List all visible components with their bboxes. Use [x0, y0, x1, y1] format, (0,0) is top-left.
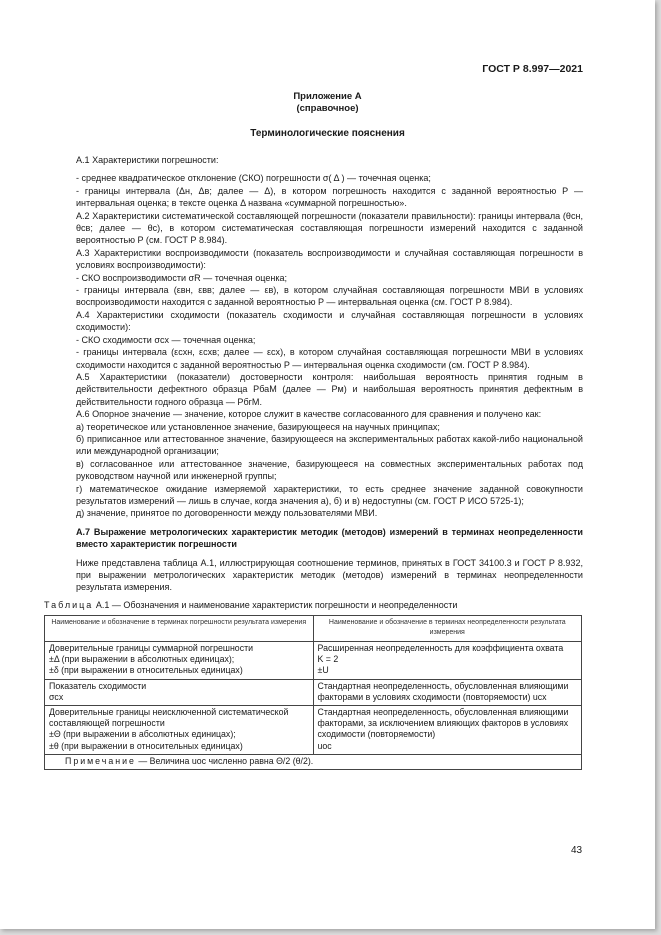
table-note-row	[45, 754, 582, 769]
table-header-left: Наименование и обозначение в терминах погрешности результата измерения	[45, 616, 314, 642]
table-header-row	[45, 616, 582, 642]
cell-line: Доверительные границы суммарной погрешности	[49, 643, 254, 653]
para-a1-item2: - границы интервала (Δн, Δв; далее — Δ), в котором погрешность находится с заданной вероятностью P — интервальная оценка; в тексте оценка Δ названа «суммарной погрешностью».	[76, 185, 583, 209]
para-a4-item2: - границы интервала (εсхн, εсхв; далее — εсх), в котором случайная составляющая погрешности МВИ в условиях сходимости находится с заданной вероятностью P — интервальная оценка сходимости (см. ГОСТ Р 8.984).	[76, 347, 583, 370]
cell-line: ±Θ (при выражении в абсолютных единицах);	[49, 729, 236, 740]
terms-table	[44, 615, 582, 770]
para-a3-item1: - СКО воспроизводимости σR — точечная оценка;	[76, 272, 288, 283]
table-cell	[313, 679, 582, 705]
appendix-title: Приложение А	[293, 91, 362, 102]
cell-line: Расширенная неопределенность для коэффициента охвата	[317, 643, 564, 653]
para-a1: А.1 Характеристики погрешности:	[76, 155, 219, 165]
para-a6-a: а) теоретическое или установленное значение, базирующееся на научных принципах;	[76, 421, 440, 432]
para-a6-e: д) значение, принятое по договоренности между пользователями МВИ.	[76, 508, 378, 519]
para-a7-text: Ниже представлена таблица А.1, иллюстрирующая соотношение терминов, принятых в ГОСТ 34100.3 и ГОСТ Р 8.932, при выражении метрологических характеристик методик (методов) измерений в терминах неопределенности результата измерения.	[76, 557, 583, 593]
table-cell	[45, 706, 314, 755]
table-row	[45, 706, 582, 755]
table-header-right: Наименование и обозначение в терминах неопределенности результата измерения	[313, 616, 582, 642]
cell-line: σсх	[49, 691, 64, 702]
cell-line: K = 2	[317, 654, 339, 665]
para-a3-item2: - границы интервала (εвн, εвв; далее — εв), в котором случайная составляющая погрешности МВИ в условиях воспроизводимости находится с заданной вероятностью P — интервальная оценка (см. ГОСТ Р 8.984).	[76, 285, 583, 308]
cell-line: ±δ (при выражении в относительных единицах)	[49, 665, 243, 676]
cell-line: Стандартная неопределенность, обусловленная влияющими факторами, за исключением влияющих факторов в условиях сходимости (повторяемости)	[317, 707, 569, 740]
para-a2: А.2 Характеристики систематической составляющей погрешности (показатели правильности): границы интервала (θсн, θсв; далее — θс), в котором систематическая составляющая погрешности измерений находится с заданной вероятностью P (см. ГОСТ Р 8.984).	[76, 210, 583, 246]
cell-line: Доверительные границы неисключенной систематической составляющей погрешности	[49, 707, 289, 729]
para-a7-title: А.7 Выражение метрологических характеристик методик (методов) измерений в терминах неопределенности вместо характеристик погрешности	[76, 526, 583, 550]
note-label: Примечание	[65, 755, 136, 766]
table-note	[45, 754, 582, 769]
table-row	[45, 642, 582, 680]
cell-line: ±Δ (при выражении в абсолютных единицах);	[49, 654, 235, 665]
table-caption-label: Таблица	[44, 600, 94, 610]
cell-line: ±θ (при выражении в относительных единицах)	[49, 740, 243, 751]
cell-line: uос	[317, 740, 332, 751]
para-a6-c: в) согласованное или аттестованное значение, базирующееся на совместных экспериментальных работах под руководством научной или инженерной группы;	[76, 458, 583, 482]
table-cell	[45, 679, 314, 705]
table-cell	[313, 706, 582, 755]
appendix-body	[76, 154, 583, 594]
appendix-subtitle: (справочное)	[296, 103, 359, 114]
appendix-heading: Терминологические пояснения	[250, 128, 405, 139]
standard-header: ГОСТ Р 8.997—2021	[482, 63, 583, 75]
table-caption-text: А.1 — Обозначения и наименование характеристик погрешности и неопределенности	[95, 600, 458, 610]
para-a4: А.4 Характеристики сходимости (показатель сходимости и случайная составляющая погрешности в условиях сходимости):	[76, 309, 583, 333]
para-a6-d: г) математическое ожидание измеряемой характеристики, то есть среднее значение заданной совокупности результатов измерений — лишь в случае, когда значения а), б) и в) недоступны (см. ГОСТ Р ИСО 5725-1);	[76, 483, 583, 506]
table-cell	[45, 642, 314, 680]
note-text: — Величина uос численно равна Θ/2 (θ/2).	[138, 755, 314, 766]
para-a6: А.6 Опорное значение — значение, которое служит в качестве согласованного для сравнения и получено как:	[76, 409, 542, 420]
cell-line: ±U	[317, 665, 329, 676]
table-row	[45, 679, 582, 705]
para-a6-b: б) приписанное или аттестованное значение, базирующееся на экспериментальных работах какой-либо национальной или международной организации;	[76, 433, 583, 457]
para-a4-item1: - СКО сходимости σсх — точечная оценка;	[76, 334, 256, 345]
para-a5: А.5 Характеристики (показатели) достоверности контроля: наибольшая вероятность принятия годным в действительности дефектного образца PбаМ (далее — Pм) и наибольшая вероятность принятия дефектным в действительности годного образца — PбгМ.	[76, 371, 583, 407]
table-caption	[44, 599, 589, 611]
para-a1-item1: - среднее квадратическое отклонение (СКО) погрешности σ( Δ ) — точечная оценка;	[76, 173, 431, 184]
para-a3: А.3 Характеристики воспроизводимости (показатель воспроизводимости и случайная составляющая погрешности в условиях воспроизводимости):	[76, 247, 583, 271]
cell-line: Стандартная неопределенность, обусловленная влияющими факторами в условиях сходимости (повторяемости) uсх	[317, 680, 569, 702]
table-cell	[313, 642, 582, 680]
cell-line: Показатель сходимости	[49, 680, 147, 691]
page-number: 43	[571, 845, 583, 856]
